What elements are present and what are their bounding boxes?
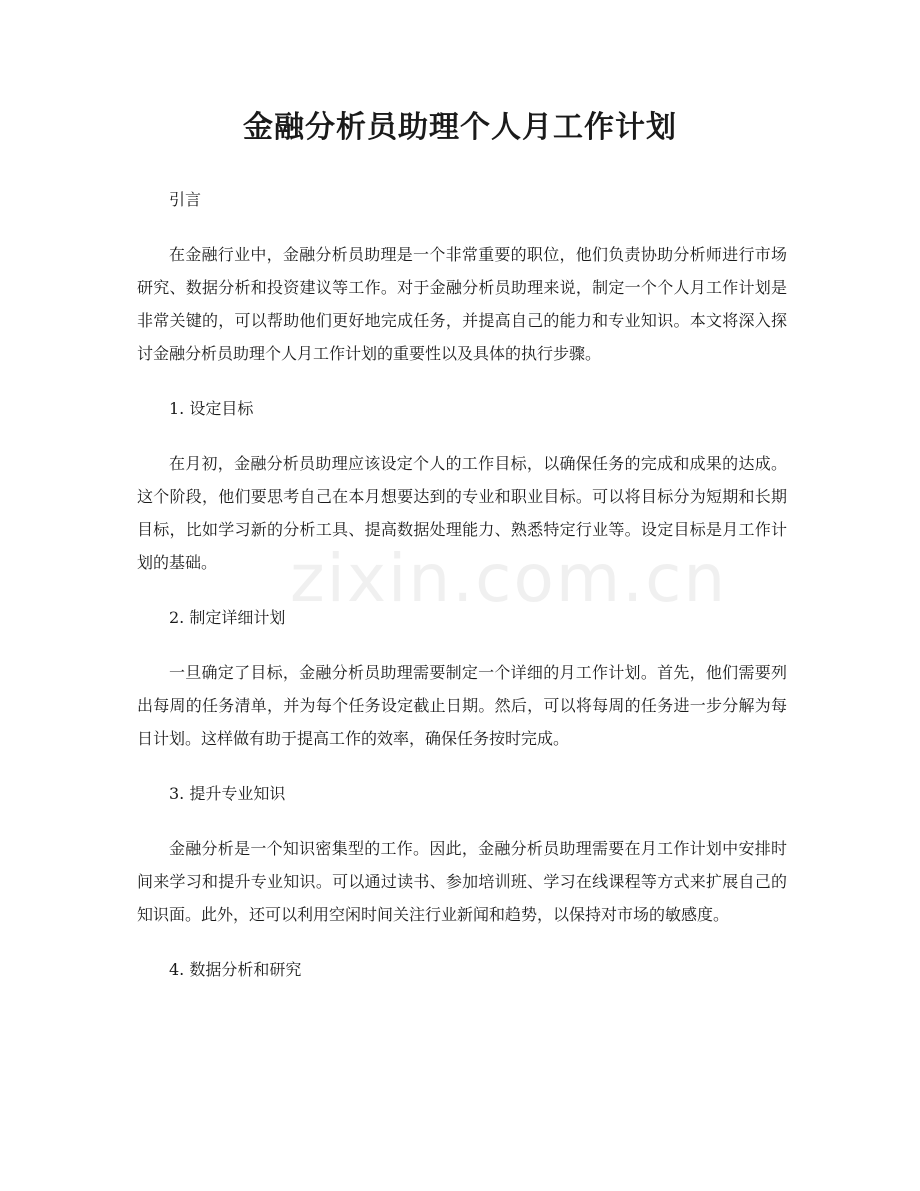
paragraph-3: 金融分析是一个知识密集型的工作。因此，金融分析员助理需要在月工作计划中安排时间来学习和提升专业知识。可以通过读书、参加培训班、学习在线课程等方式来扩展自己的知识面。此外，还可以利用空闲时间关注行业新闻和趋势，以保持对市场的敏感度。: [137, 839, 787, 924]
section-heading-intro: 引言: [169, 190, 202, 209]
section-heading-3: 3. 提升专业知识: [169, 784, 286, 803]
section-heading-2: 2. 制定详细计划: [169, 608, 286, 627]
document-title: 金融分析员助理个人月工作计划: [243, 110, 677, 145]
paragraph-2: 一旦确定了目标，金融分析员助理需要制定一个详细的月工作计划。首先，他们需要列出每周的任务清单，并为每个任务设定截止日期。然后，可以将每周的任务进一步分解为每日计划。这样做有助于提高工作的效率，确保任务按时完成。: [137, 663, 787, 748]
paragraph-intro: 在金融行业中，金融分析员助理是一个非常重要的职位，他们负责协助分析师进行市场研究、数据分析和投资建议等工作。对于金融分析员助理来说，制定一个个人月工作计划是非常关键的，可以帮助他们更好地完成任务，并提高自己的能力和专业知识。本文将深入探讨金融分析员助理个人月工作计划的重要性以及具体的执行步骤。: [137, 245, 787, 363]
watermark: zixin.com.cn: [290, 540, 728, 617]
document-body: [137, 183, 787, 1008]
paragraph-1: 在月初，金融分析员助理应该设定个人的工作目标，以确保任务的完成和成果的达成。这个阶段，他们要思考自己在本月想要达到的专业和职业目标。可以将目标分为短期和长期目标，比如学习新的分析工具、提高数据处理能力、熟悉特定行业等。设定目标是月工作计划的基础。: [137, 454, 787, 572]
section-heading-1: 1. 设定目标: [169, 399, 254, 418]
section-heading-4: 4. 数据分析和研究: [169, 960, 302, 979]
